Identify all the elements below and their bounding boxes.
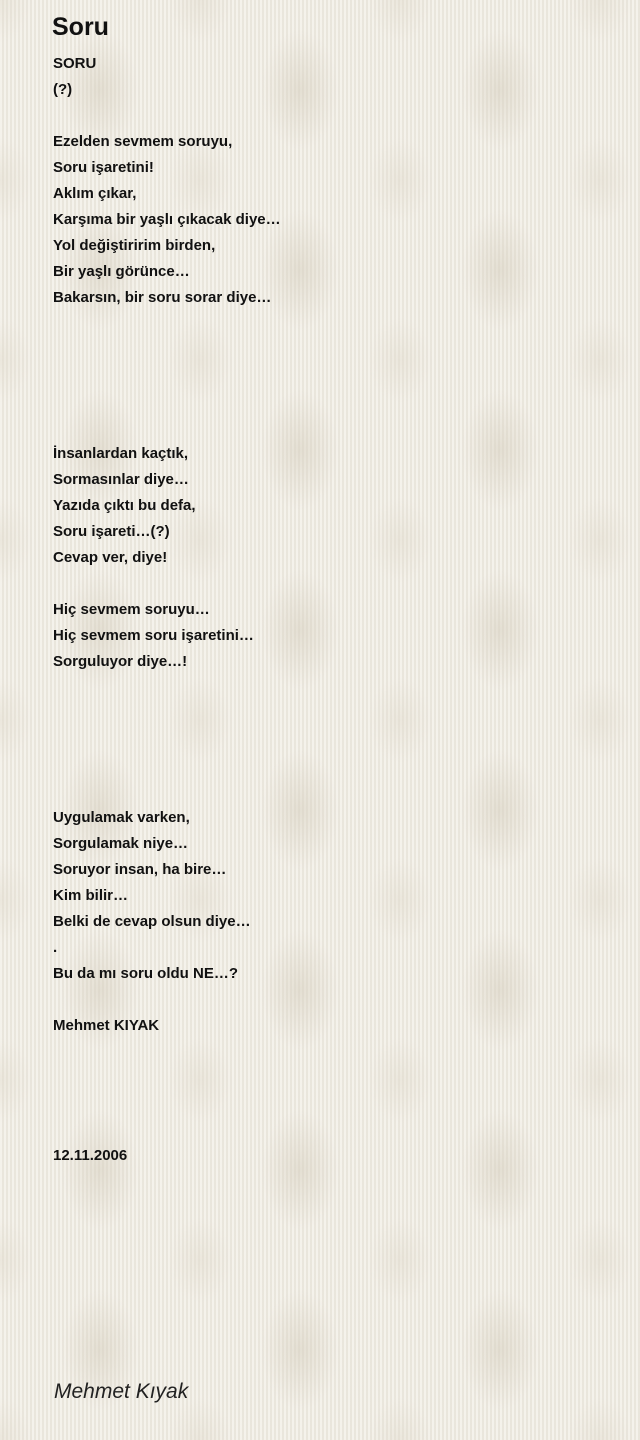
poem-line: Belki de cevap olsun diye…	[53, 913, 251, 930]
poem-blank-line	[53, 1091, 613, 1117]
poem-blank-line	[53, 753, 613, 779]
poem-blank-line	[53, 415, 613, 441]
poem-line: Ezelden sevmem soruyu,	[53, 133, 233, 150]
poem-blank-line	[53, 727, 613, 753]
poem-blank-line	[53, 779, 613, 805]
poem-blank-line	[53, 571, 613, 597]
poem-blank-line	[53, 1065, 613, 1091]
poem-line: Soruyor insan, ha bire…	[53, 861, 227, 878]
poem-blank-line	[53, 337, 613, 363]
poem-line: Bu da mı soru oldu NE…?	[53, 965, 239, 982]
poem-body	[53, 51, 613, 1169]
poem-line: 12.11.2006	[53, 1147, 128, 1164]
poem-blank-line	[53, 701, 613, 727]
poem-blank-line	[53, 987, 613, 1013]
poem-line: (?)	[53, 81, 73, 98]
poem-line: .	[53, 939, 58, 956]
poem-line: Mehmet KIYAK	[53, 1017, 160, 1034]
poem-line: Sorguluyor diye…!	[53, 653, 188, 670]
poem-blank-line	[53, 311, 613, 337]
poem-blank-line	[53, 1117, 613, 1143]
poem-blank-line	[53, 675, 613, 701]
poem-line: SORU	[53, 55, 97, 72]
author-signature: Mehmet Kıyak	[54, 1380, 189, 1403]
poem-line: Bir yaşlı görünce…	[53, 263, 190, 280]
poem-line: Yol değiştiririm birden,	[53, 237, 216, 254]
poem-line: Soru işaretini!	[53, 159, 154, 176]
page-title: Soru	[52, 13, 109, 41]
poem-line: Hiç sevmem soru işaretini…	[53, 627, 254, 644]
poem-line: İnsanlardan kaçtık,	[53, 445, 189, 462]
poem-line: Karşıma bir yaşlı çıkacak diye…	[53, 211, 281, 228]
poem-line: Hiç sevmem soruyu…	[53, 601, 210, 618]
poem-line: Aklım çıkar,	[53, 185, 137, 202]
poem-blank-line	[53, 363, 613, 389]
poem-blank-line	[53, 389, 613, 415]
poem-line: Yazıda çıktı bu defa,	[53, 497, 196, 514]
poem-line: Bakarsın, bir soru sorar diye…	[53, 289, 272, 306]
poem-blank-line	[53, 1039, 613, 1065]
poem-line: Kim bilir…	[53, 887, 129, 904]
poem-blank-line	[53, 103, 613, 129]
poem-line: Sormasınlar diye…	[53, 471, 189, 488]
poem-line: Uygulamak varken,	[53, 809, 190, 826]
poem-line: Cevap ver, diye!	[53, 549, 168, 566]
poem-line: Sorgulamak niye…	[53, 835, 189, 852]
poem-line: Soru işareti…(?)	[53, 523, 170, 540]
